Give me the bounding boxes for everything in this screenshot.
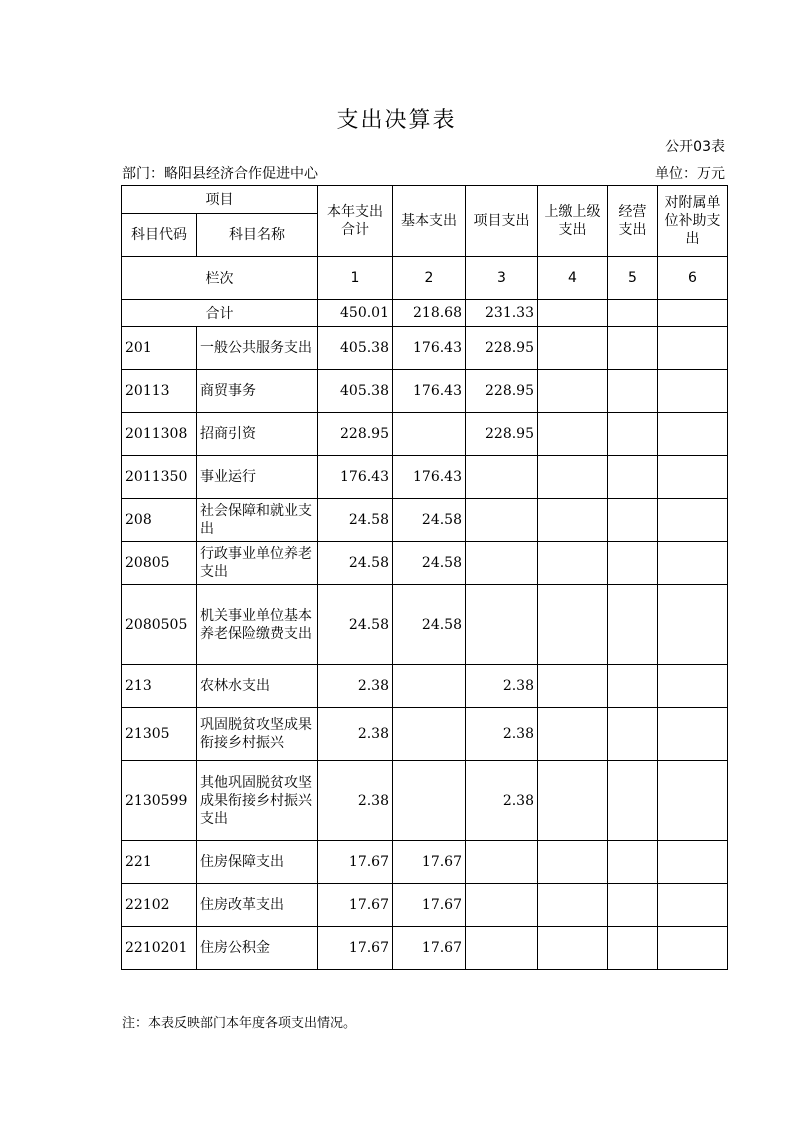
- column-number-6: 6: [658, 257, 728, 300]
- project-expenditure-cell: [466, 884, 538, 927]
- column-number-2: 2: [393, 257, 466, 300]
- business-expenditure-cell: [608, 542, 658, 585]
- subject-code-cell: 201: [122, 327, 197, 370]
- upper-payment-cell: [538, 499, 608, 542]
- basic-expenditure-cell: 176.43: [393, 370, 466, 413]
- upper-payment-cell: [538, 708, 608, 761]
- total-expenditure-cell: 405.38: [318, 327, 393, 370]
- total-expenditure-cell: 17.67: [318, 927, 393, 970]
- subject-name-cell: 机关事业单位基本养老保险缴费支出: [197, 585, 318, 665]
- subsidiary-subsidy-cell: [658, 708, 728, 761]
- table-row: [122, 708, 728, 761]
- subsidiary-subsidy-cell: [658, 327, 728, 370]
- department-label: 部门：略阳县经济合作促进中心: [122, 166, 318, 182]
- totals-subsidiary: [658, 300, 728, 327]
- upper-payment-cell: [538, 585, 608, 665]
- totals-basic: 218.68: [393, 300, 466, 327]
- subject-name-cell: 行政事业单位养老支出: [197, 542, 318, 585]
- basic-expenditure-cell: 17.67: [393, 927, 466, 970]
- basic-expenditure-cell: 24.58: [393, 585, 466, 665]
- total-expenditure-cell: 2.38: [318, 708, 393, 761]
- basic-expenditure-cell: [393, 761, 466, 841]
- totals-total: 450.01: [318, 300, 393, 327]
- table-row: [122, 499, 728, 542]
- table-row: [122, 456, 728, 499]
- business-expenditure-cell: [608, 327, 658, 370]
- project-expenditure-cell: [466, 499, 538, 542]
- business-expenditure-cell: [608, 708, 658, 761]
- header-item: 项目: [122, 186, 318, 214]
- upper-payment-cell: [538, 761, 608, 841]
- subject-code-cell: 20805: [122, 542, 197, 585]
- subsidiary-subsidy-cell: [658, 761, 728, 841]
- subject-code-cell: 2080505: [122, 585, 197, 665]
- header-name: 科目名称: [197, 214, 318, 257]
- subject-name-cell: 商贸事务: [197, 370, 318, 413]
- totals-upper: [538, 300, 608, 327]
- business-expenditure-cell: [608, 413, 658, 456]
- basic-expenditure-cell: 17.67: [393, 841, 466, 884]
- subject-name-cell: 住房保障支出: [197, 841, 318, 884]
- upper-payment-cell: [538, 327, 608, 370]
- unit-label: 单位：万元: [655, 166, 725, 182]
- column-number-3: 3: [466, 257, 538, 300]
- subject-name-cell: 事业运行: [197, 456, 318, 499]
- subsidiary-subsidy-cell: [658, 927, 728, 970]
- table-row: [122, 327, 728, 370]
- basic-expenditure-cell: 24.58: [393, 499, 466, 542]
- business-expenditure-cell: [608, 927, 658, 970]
- project-expenditure-cell: [466, 456, 538, 499]
- subject-name-cell: 农林水支出: [197, 665, 318, 708]
- upper-payment-cell: [538, 927, 608, 970]
- total-expenditure-cell: 2.38: [318, 665, 393, 708]
- header-code: 科目代码: [122, 214, 197, 257]
- subsidiary-subsidy-cell: [658, 665, 728, 708]
- business-expenditure-cell: [608, 499, 658, 542]
- subject-code-cell: 2011350: [122, 456, 197, 499]
- subject-code-cell: 221: [122, 841, 197, 884]
- business-expenditure-cell: [608, 884, 658, 927]
- subject-code-cell: 2011308: [122, 413, 197, 456]
- table-row: [122, 542, 728, 585]
- project-expenditure-cell: 2.38: [466, 708, 538, 761]
- basic-expenditure-cell: 176.43: [393, 456, 466, 499]
- total-expenditure-cell: 24.58: [318, 499, 393, 542]
- subject-name-cell: 住房改革支出: [197, 884, 318, 927]
- subsidiary-subsidy-cell: [658, 841, 728, 884]
- table-row: [122, 841, 728, 884]
- project-expenditure-cell: [466, 927, 538, 970]
- basic-expenditure-cell: 176.43: [393, 327, 466, 370]
- project-expenditure-cell: 228.95: [466, 413, 538, 456]
- header-total: 本年支出合计: [318, 186, 393, 257]
- business-expenditure-cell: [608, 456, 658, 499]
- subject-name-cell: 社会保障和就业支出: [197, 499, 318, 542]
- table-row: [122, 665, 728, 708]
- header-business: 经营支出: [608, 186, 658, 257]
- project-expenditure-cell: 2.38: [466, 665, 538, 708]
- column-number-label: 栏次: [122, 257, 318, 300]
- subsidiary-subsidy-cell: [658, 413, 728, 456]
- table-row: [122, 370, 728, 413]
- upper-payment-cell: [538, 884, 608, 927]
- project-expenditure-cell: [466, 585, 538, 665]
- total-expenditure-cell: 2.38: [318, 761, 393, 841]
- business-expenditure-cell: [608, 761, 658, 841]
- expenditure-table: [121, 185, 728, 970]
- subject-name-cell: 一般公共服务支出: [197, 327, 318, 370]
- subject-name-cell: 其他巩固脱贫攻坚成果衔接乡村振兴支出: [197, 761, 318, 841]
- subject-code-cell: 21305: [122, 708, 197, 761]
- header-project: 项目支出: [466, 186, 538, 257]
- subject-code-cell: 22102: [122, 884, 197, 927]
- business-expenditure-cell: [608, 585, 658, 665]
- upper-payment-cell: [538, 456, 608, 499]
- column-number-5: 5: [608, 257, 658, 300]
- upper-payment-cell: [538, 841, 608, 884]
- upper-payment-cell: [538, 665, 608, 708]
- table-row: [122, 927, 728, 970]
- form-number: 公开03表: [665, 139, 725, 155]
- table-row: [122, 761, 728, 841]
- upper-payment-cell: [538, 542, 608, 585]
- project-expenditure-cell: [466, 841, 538, 884]
- subsidiary-subsidy-cell: [658, 585, 728, 665]
- total-expenditure-cell: 17.67: [318, 884, 393, 927]
- subject-code-cell: 2210201: [122, 927, 197, 970]
- subsidiary-subsidy-cell: [658, 884, 728, 927]
- subsidiary-subsidy-cell: [658, 499, 728, 542]
- table-row: [122, 884, 728, 927]
- subject-code-cell: 213: [122, 665, 197, 708]
- totals-business: [608, 300, 658, 327]
- basic-expenditure-cell: [393, 665, 466, 708]
- business-expenditure-cell: [608, 370, 658, 413]
- subsidiary-subsidy-cell: [658, 456, 728, 499]
- subject-code-cell: 2130599: [122, 761, 197, 841]
- project-expenditure-cell: 228.95: [466, 327, 538, 370]
- header-subsidiary: 对附属单位补助支出: [658, 186, 728, 257]
- header-upper: 上缴上级支出: [538, 186, 608, 257]
- totals-project: 231.33: [466, 300, 538, 327]
- subject-name-cell: 巩固脱贫攻坚成果衔接乡村振兴: [197, 708, 318, 761]
- basic-expenditure-cell: 24.58: [393, 542, 466, 585]
- column-number-1: 1: [318, 257, 393, 300]
- basic-expenditure-cell: 17.67: [393, 884, 466, 927]
- project-expenditure-cell: 2.38: [466, 761, 538, 841]
- subject-name-cell: 招商引资: [197, 413, 318, 456]
- totals-label: 合计: [122, 300, 318, 327]
- total-expenditure-cell: 17.67: [318, 841, 393, 884]
- subject-code-cell: 208: [122, 499, 197, 542]
- total-expenditure-cell: 176.43: [318, 456, 393, 499]
- subsidiary-subsidy-cell: [658, 370, 728, 413]
- footnote: 注：本表反映部门本年度各项支出情况。: [122, 1016, 357, 1031]
- total-expenditure-cell: 228.95: [318, 413, 393, 456]
- subject-name-cell: 住房公积金: [197, 927, 318, 970]
- basic-expenditure-cell: [393, 413, 466, 456]
- total-expenditure-cell: 405.38: [318, 370, 393, 413]
- total-expenditure-cell: 24.58: [318, 585, 393, 665]
- upper-payment-cell: [538, 370, 608, 413]
- business-expenditure-cell: [608, 665, 658, 708]
- project-expenditure-cell: [466, 542, 538, 585]
- basic-expenditure-cell: [393, 708, 466, 761]
- column-number-4: 4: [538, 257, 608, 300]
- subject-code-cell: 20113: [122, 370, 197, 413]
- project-expenditure-cell: 228.95: [466, 370, 538, 413]
- header-basic: 基本支出: [393, 186, 466, 257]
- table-row: [122, 413, 728, 456]
- table-row: [122, 585, 728, 665]
- subsidiary-subsidy-cell: [658, 542, 728, 585]
- upper-payment-cell: [538, 413, 608, 456]
- business-expenditure-cell: [608, 841, 658, 884]
- total-expenditure-cell: 24.58: [318, 542, 393, 585]
- page-title: 支出决算表: [336, 108, 457, 133]
